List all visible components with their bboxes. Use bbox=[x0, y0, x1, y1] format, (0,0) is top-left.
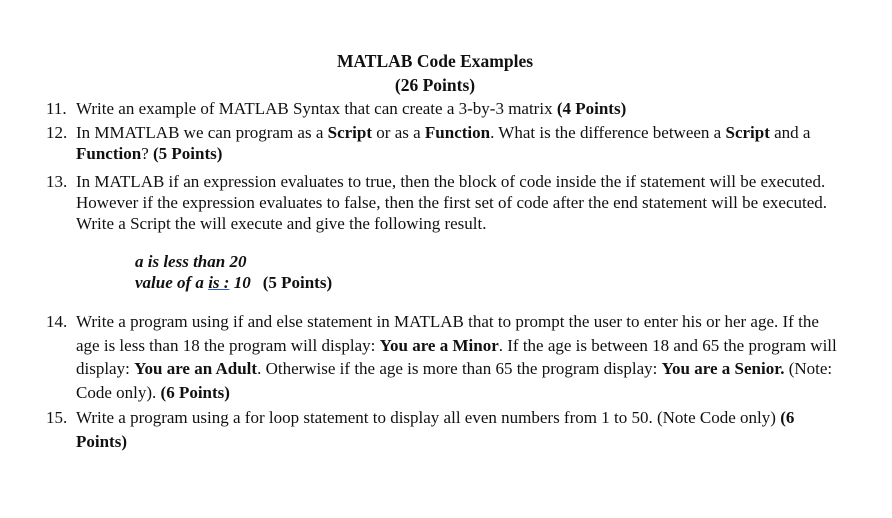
question-text: Write an example of MATLAB Syntax that can create a 3-by-3 matrix (4 Points) bbox=[76, 99, 627, 118]
expected-output-line-2: value of a is : 10 (5 Points) bbox=[135, 273, 333, 292]
total-points: (26 Points) bbox=[394, 75, 476, 95]
question-points: (5 Points) bbox=[152, 144, 223, 163]
question-number: 12. bbox=[46, 123, 68, 142]
question-11 bbox=[46, 98, 846, 119]
question-text: In MATLAB if an expression evaluates to true, then the block of code inside the if statement will be executed. However if the expression evaluates to false, then the first set of code after the end statement will be executed. Write a Script the will execute and give the following result. bbox=[76, 172, 828, 233]
question-number: 14. bbox=[46, 312, 68, 331]
message-senior: You are a Senior. bbox=[661, 359, 785, 378]
question-points: (6 Points) bbox=[160, 382, 230, 402]
question-points: (4 Points) bbox=[556, 99, 627, 118]
question-number: 11. bbox=[46, 99, 67, 118]
keyword-function: Function bbox=[76, 144, 142, 163]
question-points: (5 Points) bbox=[262, 273, 333, 292]
question-15 bbox=[46, 406, 846, 454]
question-number: 13. bbox=[46, 172, 68, 191]
message-minor: You are a Minor bbox=[379, 335, 499, 355]
document-title: MATLAB Code Examples bbox=[336, 51, 534, 71]
keyword-script: Script bbox=[725, 123, 770, 142]
question-13 bbox=[46, 171, 846, 234]
underlined-text: is : bbox=[208, 273, 230, 292]
message-adult: You are an Adult bbox=[134, 359, 258, 378]
expected-output-line-1: a is less than 20 bbox=[135, 252, 247, 271]
keyword-function: Function bbox=[424, 123, 491, 142]
keyword-script: Script bbox=[327, 123, 373, 142]
question-text: Write a program using a for loop statement to display all even numbers from 1 to 50. (Note Code only) (6 Points) bbox=[76, 408, 795, 451]
question-text: In MMATLAB we can program as a Script or as a Function. What is the difference between a Script and a Function? (5 Points) bbox=[76, 123, 811, 163]
question-text: Write a program using if and else statement in MATLAB that to prompt the user to enter his or her age. If the age is less than 18 the program will display: You are a Minor. If the age is between 18 and 65 the program will display: You are an Adult. Otherwise if the age is more than 65 the program display: You are a Senior. (Note: Code only). (6 Points) bbox=[76, 312, 837, 402]
question-points: (6 Points) bbox=[76, 408, 795, 451]
question-number: 15. bbox=[46, 408, 68, 427]
question-12 bbox=[46, 122, 846, 164]
question-14 bbox=[46, 310, 846, 404]
